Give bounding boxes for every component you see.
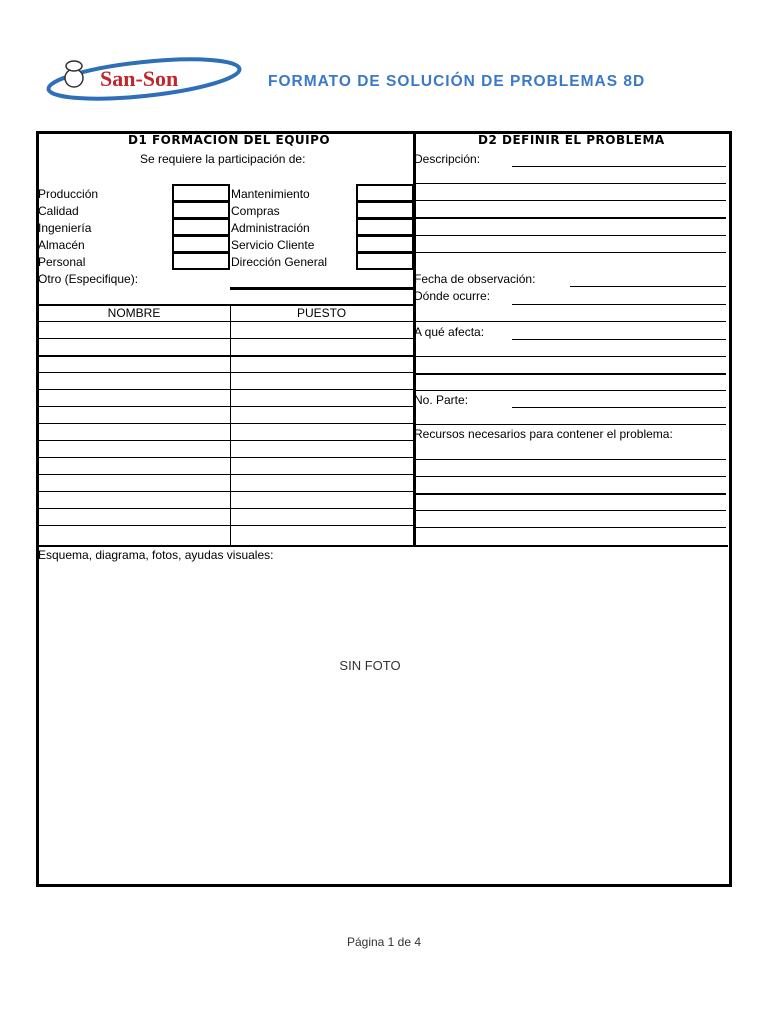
visuals-separator — [38, 545, 728, 547]
checkbox-almacen[interactable] — [172, 235, 230, 253]
team-table-row[interactable] — [38, 406, 413, 407]
checklist-item-calidad: Calidad — [38, 204, 79, 218]
observation-date-field[interactable] — [570, 286, 726, 287]
description-line[interactable] — [416, 252, 726, 253]
checklist-item-personal: Personal — [38, 255, 86, 269]
page-number: Página 1 de 4 — [346, 935, 422, 949]
description-field[interactable] — [512, 166, 726, 167]
company-logo — [44, 56, 244, 102]
checkbox-mantenimiento[interactable] — [356, 184, 414, 202]
checkbox-ingenieria[interactable] — [172, 218, 230, 236]
checkbox-produccion[interactable] — [172, 184, 230, 202]
team-table-row[interactable] — [38, 491, 413, 492]
checklist-item-mantenimiento: Mantenimiento — [231, 187, 310, 201]
team-table-row[interactable] — [38, 389, 413, 390]
affects-line[interactable] — [416, 390, 726, 391]
checklist-item-direccion-general: Dirección General — [231, 255, 328, 269]
team-table-row[interactable] — [38, 321, 413, 322]
resources-label: Recursos necesarios para contener el problema: — [414, 427, 673, 441]
photo-placeholder: SIN FOTO — [339, 658, 401, 673]
resources-line[interactable] — [416, 493, 726, 495]
where-label: Dónde ocurre: — [414, 289, 491, 303]
part-no-label: No. Parte: — [414, 393, 469, 407]
column-header-nombre: NOMBRE — [107, 306, 161, 320]
d1-subtitle: Se requiere la participación de: — [140, 152, 306, 166]
description-line[interactable] — [416, 235, 726, 236]
affects-line[interactable] — [416, 356, 726, 357]
where-field[interactable] — [512, 304, 726, 305]
visuals-label: Esquema, diagrama, fotos, ayudas visuales: — [38, 548, 274, 562]
checklist-item-produccion: Producción — [38, 187, 99, 201]
description-line[interactable] — [416, 183, 726, 184]
checkbox-servicio-cliente[interactable] — [356, 235, 414, 253]
description-line[interactable] — [416, 200, 726, 201]
team-table-row[interactable] — [38, 474, 413, 475]
checkbox-compras[interactable] — [356, 201, 414, 219]
other-label: Otro (Especifique): — [38, 272, 139, 286]
affects-field[interactable] — [512, 339, 726, 340]
team-table-row[interactable] — [38, 457, 413, 458]
team-table-row[interactable] — [38, 372, 413, 373]
checklist-item-almacen: Almacén — [38, 238, 85, 252]
other-specify-field[interactable] — [230, 287, 413, 290]
d2-title: D2 DEFINIR EL PROBLEMA — [478, 133, 665, 147]
observation-date-label: Fecha de observación: — [414, 272, 536, 286]
checkbox-direccion-general[interactable] — [356, 252, 414, 270]
checklist-item-compras: Compras — [231, 204, 280, 218]
team-table-row[interactable] — [38, 508, 413, 509]
team-table-row[interactable] — [38, 423, 413, 424]
resources-line[interactable] — [416, 510, 726, 511]
affects-line[interactable] — [416, 373, 726, 375]
team-table-row[interactable] — [38, 440, 413, 441]
affects-label: A qué afecta: — [414, 325, 485, 339]
checklist-item-ingenieria: Ingeniería — [38, 221, 92, 235]
d1-title: D1 FORMACION DEL EQUIPO — [128, 133, 331, 147]
checklist-item-administracion: Administración — [231, 221, 310, 235]
column-header-puesto: PUESTO — [296, 306, 347, 320]
resources-line[interactable] — [416, 476, 726, 477]
team-table-row[interactable] — [38, 338, 413, 339]
where-line[interactable] — [416, 321, 726, 322]
team-table-row[interactable] — [38, 525, 413, 526]
checkbox-calidad[interactable] — [172, 201, 230, 219]
checklist-item-servicio-cliente: Servicio Cliente — [231, 238, 315, 252]
team-table-row[interactable] — [38, 355, 413, 357]
description-label: Descripción: — [414, 152, 481, 166]
page-title: FORMATO DE SOLUCIÓN DE PROBLEMAS 8D — [268, 73, 646, 90]
description-line[interactable] — [416, 217, 726, 219]
checkbox-administracion[interactable] — [356, 218, 414, 236]
resources-line[interactable] — [416, 527, 726, 528]
logo-text: San-Son — [100, 66, 179, 91]
resources-line[interactable] — [416, 459, 726, 460]
part-no-line[interactable] — [416, 424, 726, 425]
checkbox-personal[interactable] — [172, 252, 230, 270]
part-no-field[interactable] — [512, 407, 726, 408]
